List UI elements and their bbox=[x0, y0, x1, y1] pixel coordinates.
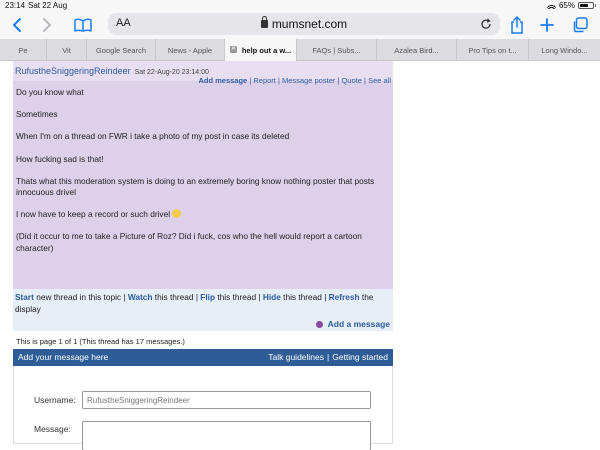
plus-icon[interactable] bbox=[539, 15, 555, 35]
tab-azalea[interactable] bbox=[377, 39, 457, 61]
hide-thread-text: this thread | bbox=[283, 292, 327, 302]
close-tab-icon[interactable]: ✕ bbox=[230, 46, 237, 52]
reply-bar-links: Talk guidelines | Getting started bbox=[268, 352, 388, 362]
watch-thread-link[interactable]: Watch bbox=[127, 292, 153, 302]
status-date: Sat 22 Aug bbox=[28, 1, 68, 10]
reply-form bbox=[13, 366, 393, 444]
flip-thread-text: this thread | bbox=[217, 292, 261, 302]
url-host-text: mumsnet.com bbox=[271, 17, 348, 31]
post-paragraph: Sometimes bbox=[16, 109, 58, 120]
share-icon[interactable] bbox=[509, 15, 525, 35]
tab-label: FAQs | Subs... bbox=[312, 45, 361, 55]
tab-help-out[interactable] bbox=[225, 39, 297, 61]
message-field[interactable] bbox=[82, 421, 371, 450]
chevron-right-icon[interactable] bbox=[40, 15, 54, 35]
watch-thread-text: this thread | bbox=[154, 292, 198, 302]
page-info: This is page 1 of 1 (This thread has 17 messages.) bbox=[13, 331, 393, 349]
tab-news-apple[interactable] bbox=[156, 39, 225, 61]
thread-actions bbox=[13, 289, 393, 317]
refresh-link[interactable]: Refresh bbox=[328, 292, 360, 302]
lock-icon bbox=[261, 20, 268, 28]
see-all-link[interactable]: See all bbox=[368, 76, 391, 85]
tab-label: Vit bbox=[62, 45, 71, 55]
book-icon[interactable] bbox=[74, 15, 92, 35]
battery-percent: 65% bbox=[558, 1, 575, 10]
tabs-icon[interactable] bbox=[571, 15, 589, 35]
reload-icon[interactable] bbox=[480, 17, 492, 35]
post-header bbox=[13, 61, 393, 85]
wifi-icon bbox=[547, 2, 556, 9]
talk-guidelines-link[interactable]: Talk guidelines bbox=[268, 352, 325, 362]
tab-faqs[interactable] bbox=[297, 39, 377, 61]
grinning-emoji-icon bbox=[172, 209, 181, 218]
battery-icon bbox=[578, 2, 594, 9]
post-paragraph-with-emoji bbox=[16, 209, 390, 220]
tab-pro-tips[interactable] bbox=[457, 39, 529, 61]
message-poster-link[interactable]: Message poster bbox=[282, 76, 336, 85]
post-paragraph: How fucking sad is that! bbox=[16, 153, 104, 164]
start-thread-link[interactable]: Start bbox=[15, 292, 34, 302]
browser-toolbar bbox=[0, 11, 600, 39]
status-bar bbox=[0, 0, 600, 11]
text-size-button[interactable]: AA bbox=[116, 17, 131, 29]
username-field[interactable] bbox=[82, 391, 371, 409]
tab-label: Google Search bbox=[95, 45, 147, 55]
status-time: 23:14 bbox=[5, 1, 26, 10]
chevron-left-icon[interactable] bbox=[10, 15, 24, 35]
tab-vit[interactable] bbox=[47, 39, 87, 61]
start-thread-text: new thread in this topic | bbox=[36, 292, 126, 302]
username-label: Username: bbox=[34, 395, 76, 405]
post-paragraph: When I'm on a thread on FWR i take a photo of my post in case its deleted bbox=[16, 131, 290, 142]
post-links: Add message | Report | Message poster | Quote | See all bbox=[198, 76, 391, 85]
quote-link[interactable]: Quote bbox=[341, 76, 362, 85]
flip-thread-link[interactable]: Flip bbox=[200, 292, 216, 302]
reply-bar bbox=[13, 349, 393, 366]
tab-strip bbox=[0, 39, 600, 61]
refresh-text: the display bbox=[15, 292, 374, 314]
post-date: Sat 22-Aug-20 23:14:00 bbox=[134, 69, 209, 76]
tab-label: help out a w... bbox=[241, 45, 292, 55]
address-bar[interactable] bbox=[108, 13, 500, 35]
report-link[interactable]: Report bbox=[253, 76, 276, 85]
tab-label: Pe bbox=[18, 45, 28, 55]
add-a-message-link[interactable]: Add a message bbox=[327, 319, 390, 329]
post-paragraph: (Did it occur to me to take a Picture of Roz? Did i fuck, cos who the hell would report a cartoon character) bbox=[16, 231, 362, 253]
add-message-icon bbox=[316, 321, 323, 328]
tab-label: Azalea Bird... bbox=[394, 45, 439, 55]
post-paragraph-text: I now have to keep a record or such drivel bbox=[16, 209, 171, 220]
message-label: Message: bbox=[34, 424, 71, 434]
tab-pe[interactable] bbox=[0, 39, 47, 61]
add-message-link[interactable]: Add message bbox=[198, 76, 248, 85]
tab-label: Pro Tips on t... bbox=[468, 45, 517, 55]
add-message-row bbox=[13, 317, 393, 331]
getting-started-link[interactable]: Getting started bbox=[332, 352, 388, 362]
battery-fill bbox=[580, 4, 588, 7]
tab-label: News - Apple bbox=[167, 45, 213, 55]
tab-long-window[interactable] bbox=[529, 39, 600, 61]
status-right bbox=[547, 1, 594, 10]
post-paragraph: Thats what this moderation system is doing to an extremely boring know nothing poster that posts innocuous drivel bbox=[16, 175, 375, 197]
poster-name[interactable]: RufustheSniggeringReindeer bbox=[15, 66, 131, 76]
post-paragraph: Do you know what bbox=[16, 87, 84, 97]
tab-label: Long Windo... bbox=[541, 45, 588, 55]
post-body bbox=[13, 81, 393, 289]
reply-bar-title: Add your message here bbox=[18, 352, 109, 362]
thread-content bbox=[13, 61, 393, 444]
hide-thread-link[interactable]: Hide bbox=[262, 292, 281, 302]
tab-google-search[interactable] bbox=[87, 39, 156, 61]
url-host bbox=[108, 17, 500, 31]
